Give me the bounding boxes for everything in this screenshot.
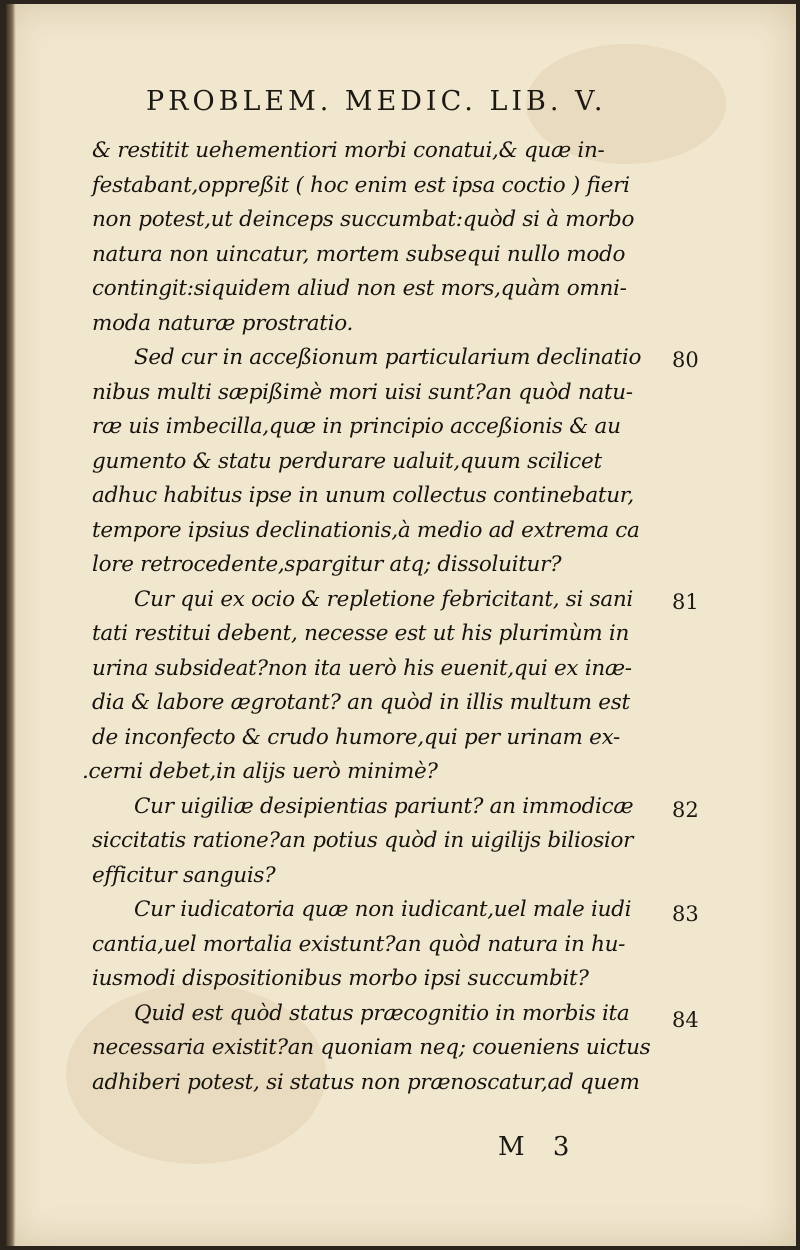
text-line: Cur uigiliæ desipientias pariunt? an immodicæ (134, 793, 634, 819)
text-line: cantia,uel mortalia existunt?an quòd natura in hu- (92, 931, 626, 957)
text-line: de inconfecto & crudo humore,qui per urinam ex- (92, 724, 620, 750)
text-line: natura non uincatur, mortem subsequi nullo modo (92, 241, 626, 267)
running-header: PROBLEM. MEDIC. LIB. V. (146, 86, 607, 117)
text-block (82, 134, 662, 1100)
text-line: Sed cur in acceßionum particularium declinatio (134, 345, 642, 370)
text-line: Quid est quòd status præcognitio in morbis ita (134, 1000, 630, 1026)
text-line: non potest,ut deinceps succumbat:quòd si à morbo (92, 207, 635, 232)
text-line: & restitit uehementiori morbi conatui,& quæ in- (92, 138, 605, 163)
text-line: lore retrocedente,spargitur atq; dissoluitur? (92, 552, 562, 577)
text-line: siccitatis ratione?an potius quòd in uigilijs biliosior (92, 828, 634, 853)
text-line: ræ uis imbecilla,quæ in principio acceßionis & au (92, 414, 621, 439)
text-line: nibus multi sæpißimè mori uisi sunt?an quòd natu- (92, 379, 633, 405)
text-line: moda naturæ prostratio. (92, 310, 353, 336)
text-line: tempore ipsius declinationis,à medio ad extrema ca (92, 517, 640, 543)
text-line: necessaria existit?an quoniam neq; coueniens uictus (92, 1035, 651, 1060)
text-line: adhiberi potest, si status non prænoscatur,ad quem (92, 1069, 640, 1095)
text-line: Cur iudicatoria quæ non iudicant,uel male iudi (134, 897, 632, 922)
book-page (6, 4, 796, 1246)
text-line: tati restitui debent, necesse est ut his plurimùm in (92, 621, 630, 646)
text-line: dia & labore ægrotant? an quòd in illis multum est (92, 690, 630, 715)
margin-number: 84 (672, 1008, 699, 1032)
text-line: gumento & statu perdurare ualuit,quum scilicet (92, 448, 602, 474)
margin-number: 80 (672, 348, 699, 372)
text-line: Cur qui ex ocio & repletione febricitant, si sani (134, 586, 634, 612)
text-line: efficitur sanguis? (92, 862, 276, 888)
margin-number: 82 (672, 798, 699, 822)
text-line: festabant,oppreßit ( hoc enim est ipsa coctio ) fieri (92, 172, 630, 198)
text-line: urina subsideat?non ita uerò his euenit,qui ex inæ- (92, 655, 632, 681)
text-line: .cerni debet,in alijs uerò minimè? (82, 759, 438, 784)
signature-mark: M 3 (498, 1132, 580, 1162)
text-line: iusmodi dispositionibus morbo ipsi succumbit? (92, 966, 589, 991)
margin-number: 81 (672, 590, 699, 614)
margin-number: 83 (672, 902, 699, 926)
text-line: adhuc habitus ipse in unum collectus continebatur, (92, 483, 634, 508)
binding-gutter (6, 4, 16, 1246)
text-line: contingit:siquidem aliud non est mors,quàm omni- (92, 276, 627, 301)
